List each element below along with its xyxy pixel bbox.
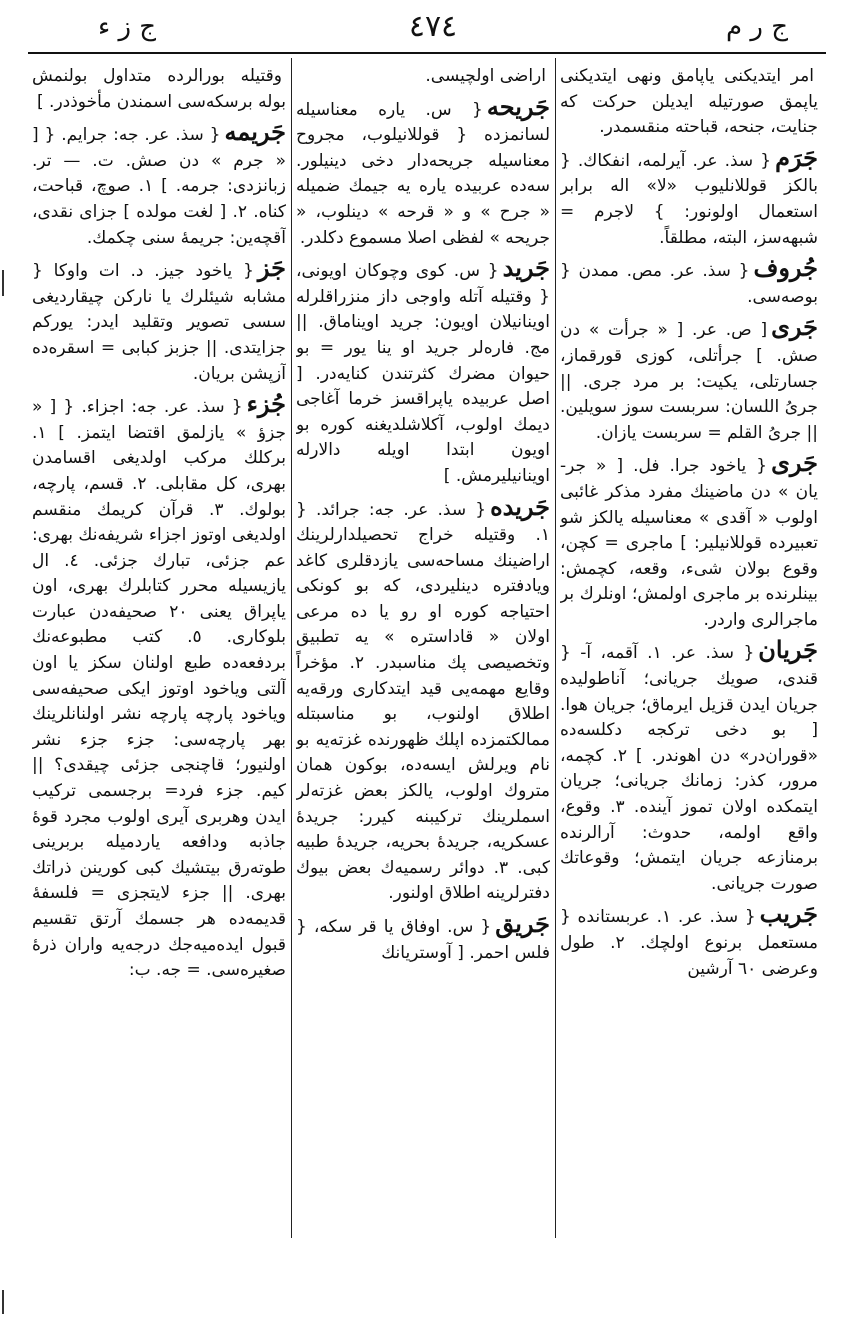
page-number: ٤٧٤: [408, 9, 458, 44]
margin-mark: [2, 1290, 4, 1314]
dictionary-entry: [560, 314, 818, 446]
dictionary-entry: [560, 901, 818, 982]
dictionary-entry: [560, 142, 818, 251]
entry-definition: اراضی اولچیسی.: [425, 66, 546, 86]
entry-headword: جَز: [257, 253, 286, 283]
dictionary-entry: [296, 911, 550, 966]
column-middle: [296, 60, 550, 1235]
dictionary-entry: [560, 60, 818, 141]
entry-definition: { یاخود جیز. د. ات واوكا { مشابه شیئلرك یا نارکن چیقاردیغی سسی تصویر وتقلید ایدر: یورکم جزایتدی. || جزبز كبابی = اسقره‌ده آزپشن بریان.: [32, 261, 286, 384]
entry-definition: { س. یاره معناسیله لسانمزده { قوللانیلوب، مجروح معناسیله جریحه‌دار دخی دینیلور. سه‌ده عربیده یاره یه جیمك ضمیله « جرح » و « قرحه » دینلوب، « جریحه » لفظی اصلا مسموع دكلدر.: [296, 99, 550, 248]
entry-definition: { سذ. عر. جه: جرائد. { ١. وقتیله خراج تحصیلدارلرینك اراضینك مساحه‌سی یازدقلری كاغد ویادفتره دینلیردی، كه بو كونكی احتیاجه كوره او رو یا ده مرعی اولان « قاداستره » یه تطبیق وتخصیصی پك مناسبدر. ٢. مؤخراً وقایع مهمه‌یی قید ایتدكاری ورقه‌یه اطلاق اولنوب، بو مناسبتله ممالكتمزده اپلك ظهورنده غزته‌یه بو نام ویرلش ایسه‌ده، بوكون همان متروك اولوب، یالكز بعض غزته‌لر اسملرینك تركیبنه كیرر: جریدهٔ عسكریه، جریدهٔ بحریه، جریدهٔ طبیه كبی. ٣. دوائر رسمیه‌ك بعض بیوك دفترلرینه اطلاق اولنور.: [296, 499, 550, 904]
entry-definition: { سذ. عر. ١. عربستانده { مستعمل برنوع اولچك. ٢. طول وعرضی ٦٠ آرشین: [560, 907, 818, 979]
dictionary-entry: [32, 391, 286, 984]
entry-headword: جَری: [771, 448, 818, 478]
entry-definition: { یاخود جرا. فل. [ « جر- یان » دن ماضینك مفرد مذكر غائبی اولوب « آقدی » معناسیله یالكز شو تعبیرده قوللانیلیر: ] ماجری = كچن، وقوع بولان شیء، وقعه، كچمش: بینلرنده بر ماجری اولمش؛ اونلرك بر ماجرالری واردر.: [560, 456, 818, 630]
entry-headword: جَریده: [490, 491, 550, 521]
entry-definition: { سذ. عر. آیرلمه، انفكاك. { بالكز قوللانلیوب «لا» اله برابر استعمال اولونور: } لاجرم = شبهه‌سز، البته، مطلقاً.: [560, 150, 818, 248]
header-rule: [28, 52, 826, 54]
dictionary-entry: [32, 119, 286, 251]
dictionary-entry: [32, 255, 286, 387]
column-left: [32, 60, 286, 1235]
dictionary-entry: [32, 60, 286, 115]
column-divider: [555, 58, 556, 1238]
dictionary-entry: [560, 255, 818, 310]
entry-definition: { سذ. عر. ١. آقمه، آ- { قندی، صویك جریانی؛ آناطولیده جریان ایدن قزیل ایرماق؛ جریان هوا. [ بو دخی تركجه دكلسه‌ده «قوران‌در» دن اهوندر. ] ٢. كچمه، مرور، كذر: زمانك جریانی؛ جریان ایتمكده اولان تموز آینده. ٣. وقوع، واقع اولمه، حدوث: آرالرنده برمنازعه جریان ایتمش؛ وقوعاتك صورت جریانی.: [560, 643, 818, 894]
entry-headword: جَریان: [758, 635, 818, 665]
dictionary-entry: [296, 91, 550, 252]
margin-mark: [2, 270, 4, 296]
page-header: [28, 6, 828, 52]
entry-definition: { س. اوفاق یا قر سكه، { فلس احمر. [ آوستریانك: [296, 917, 550, 963]
dictionary-entry: [296, 491, 550, 908]
entry-definition: وقتیله بورالرده متداول بولنمش بوله برسكه‌سی اسمندن مأخوذدر. ]: [32, 66, 286, 112]
entry-definition: { سذ. عر. جه: اجزاء. { [ « جزؤ » یازلمق اقتضا ایتمز. ] ١. بركلك مركب اولدیغی اقسامدن بهری، كل مقابلی. ٢. قسم، پارچه، بولوك. ٣. قرآن كریمك منقسم اولدیغی اوتوز اجزاء شریفه‌نك بهری: عم جزئی، تبارك جزئی. ٤. ال یازیسیله محرر كتابلرك بهری، اون یاپراق یعنی ٢٠ صحیفه‌دن عبارت بلوكاری. ٥. كتب مطبوعه‌نك بردفعه‌ده طبع اولنان سكز یا اون آلتی ویاخود اوتوز ایكی صحیفه‌سی ویاخود پارچه پارچه نشر اولنانلرینك بهر پارچه‌سی: جزء جزء نشر اولنیور؛ قاچنجی جزئی چیقدی؟ || كیم. جزء فرد= برجسمی تركیب ایدن وهربری آیری اولوب مجرد قوهٔ جاذبه ودافعه یاردمیله بربرینی طوته‌رق بیتشیك كبی كورینن ذراتك بهری. || جزء لایتجزی = فلسفهٔ قدیمه‌ده هر جسمك آرتق تقسیم قبول ایده‌میه‌جك درجه‌یه واران ذرهٔ صغیره‌سی. = جه. ب:: [32, 397, 286, 981]
entry-definition: [ ص. عر. [ « جرأت » دن صش. ] جرأتلی، كوزی قورقماز، جسارتلی، یكیت: بر مرد جری. || جریُ اللسان: سربست سوز سویلین. || جریُ القلم = سربست یازان.: [560, 320, 818, 443]
entry-definition: { س. كوی وچوكان اویونی، { وقتیله آتله واوجی داز منزراقلرله اوینانیلان اویون: جرید اویناماق. || مج. فاره‌لر جرید او ینا یور = بو حیوان مضرك كثرتندن كنایه‌در. [ اصل عربیده یاپراقسز خرما آغاجی دیمك اولوب، آكلاشلدیغنه كوره بو اویون ابتدا اویله دالارله اوینانیلیرمش. ]: [296, 261, 550, 486]
entry-headword: جَریمه: [224, 117, 286, 147]
column-divider: [291, 58, 292, 1238]
column-right: [560, 60, 818, 1235]
entry-headword: جَریحه: [486, 91, 550, 121]
dictionary-entry: [560, 637, 818, 897]
dictionary-entry: [560, 450, 818, 633]
entry-definition: { سذ. عر. جه: جرایم. { [ « جرم » دن صش. ت. — تر. زبانزدی: جرمه. ] ١. صوچ، قباحت، كناه. ٢. [ لغت مولده ] جزای نقدی، آقچه‌ین: جریمهٔ سنی چكمك.: [32, 125, 286, 248]
entry-headword: جُزء: [246, 389, 286, 419]
entry-headword: جَریق: [495, 909, 550, 938]
entry-headword: جُروف: [753, 253, 818, 283]
header-right-guide-word: ج ر م: [726, 12, 788, 42]
header-left-guide-word: ج ز ء: [98, 12, 157, 42]
entry-headword: جَریب: [759, 899, 818, 929]
entry-headword: جَرَم: [775, 142, 818, 172]
entry-headword: جَرید: [502, 253, 550, 283]
entry-definition: امر ایتدیكنی یاپامق ونهی ایتدیكنی یاپمق صورتیله ایدیلن حركت كه جنایت، جنحه، قباحته منقسمدر.: [560, 66, 818, 138]
entry-headword: جَری: [771, 312, 818, 342]
entry-definition: { سذ. عر. مص. ممدن { بوصه‌سی.: [560, 261, 818, 307]
dictionary-entry: [296, 255, 550, 489]
dictionary-entry: [296, 60, 550, 90]
